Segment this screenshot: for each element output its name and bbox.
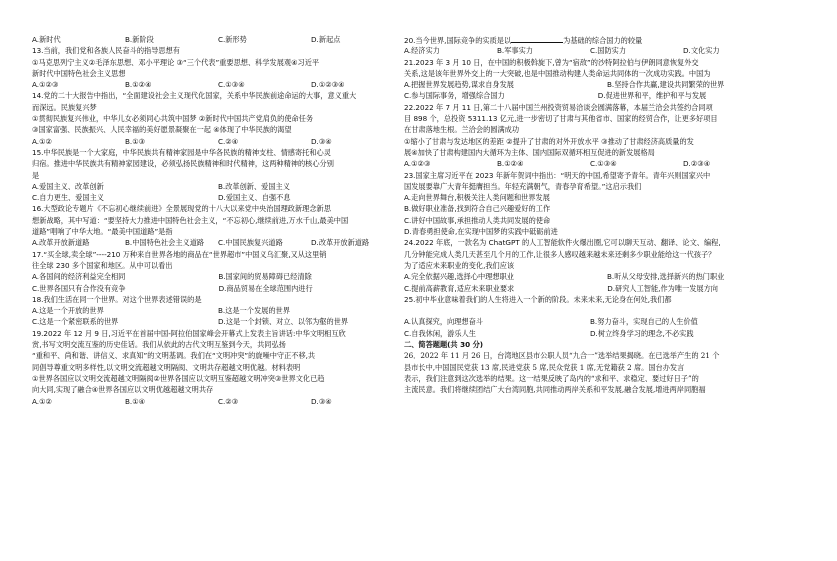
option-text <box>125 305 218 316</box>
question-line: 国发展要靠广大青年挺膺担当。年轻充满朝气，青春孕育希望。”这启示我们 <box>404 181 642 191</box>
option-text <box>125 271 218 282</box>
question-line: 15.中华民族是一个大家庭，中华民族共有精神家园是中华各民族的精神支柱、情感寄托和心灵 <box>32 147 331 157</box>
option-row <box>404 79 776 90</box>
option-text: A.①② <box>32 136 52 146</box>
option-text: C.①③④ <box>218 80 245 90</box>
option-row <box>404 271 776 282</box>
option-text: C.参与国际事务，增强综合国力 <box>404 91 505 101</box>
option-text <box>736 215 829 226</box>
option-row <box>404 158 776 169</box>
option-text <box>514 79 607 90</box>
option-text: B.做好职业准备,找到符合自己兴趣爱好的工作 <box>404 204 551 214</box>
section-heading: 二、简答题题(共 30 分) <box>404 340 484 350</box>
option-text: C.②④ <box>218 136 239 146</box>
option-text <box>311 305 404 316</box>
option-text <box>698 316 791 327</box>
option-row <box>32 283 404 294</box>
option-text: D.①②③④ <box>311 80 345 90</box>
option-text <box>125 316 218 327</box>
option-text <box>706 90 799 101</box>
option-text: D.改革开放新道路 <box>311 238 370 248</box>
option-text: C.这是一个紧密联系的世界 <box>32 317 119 327</box>
option-text <box>550 192 643 203</box>
option-text <box>125 192 218 203</box>
option-row <box>404 316 776 327</box>
option-row <box>32 271 404 282</box>
option-row <box>32 79 404 90</box>
option-row <box>32 34 404 45</box>
option-text: C.世界各国只有合作没有竞争 <box>32 283 126 293</box>
option-text: D.树立终身学习的理念,不必实践 <box>590 328 694 338</box>
option-text: A.①②③ <box>404 159 431 169</box>
option-text: B.国家间的贸易障碍已经清除 <box>218 272 312 282</box>
option-text <box>311 181 404 192</box>
option-text <box>514 271 607 282</box>
option-text <box>643 192 736 203</box>
question-line: 19.2022 年 12 月 9 日,习近平在首届中国-阿拉伯国家峰会开幕式上发表主旨讲话:中华文明相互欣 <box>32 328 346 338</box>
option-row <box>32 305 404 316</box>
option-text <box>550 203 643 214</box>
option-text: C.自我休闲，游乐人生 <box>404 328 476 338</box>
option-text <box>643 215 736 226</box>
question-line: 20.当今世界,国际竞争的实质是以 为基础的综合国力的较量 <box>404 36 643 45</box>
option-text: D.研究人工智能,作为唯一发展方向 <box>607 283 718 293</box>
question-line: 往全球 230 多个国家和地区。从中可以看出 <box>32 260 173 270</box>
question-line: 18.我们生活在同一个世界。对这个世界表述错误的是 <box>32 294 202 304</box>
option-text: B.这是一个发展的世界 <box>218 306 290 316</box>
option-text: C.国防实力 <box>590 46 627 56</box>
option-text: B.努力奋斗，实现自己的人生价值 <box>590 317 698 327</box>
option-text: B.新阶段 <box>125 35 154 44</box>
option-text <box>514 283 607 294</box>
question-line: 是 <box>32 170 40 180</box>
option-text <box>651 226 744 237</box>
option-text: C.②③ <box>218 396 239 406</box>
option-text: D.新起点 <box>311 35 341 44</box>
option-text <box>125 181 218 192</box>
left-column <box>32 34 404 407</box>
answer-gap <box>404 305 776 316</box>
option-text: A.走向世界舞台,积极关注人类问题和世界发展 <box>404 193 550 203</box>
question-line: 16.大型政论专题片《不忘初心继续前进》全景展现党的十八大以来党中央治国理政新理念新思 <box>32 204 331 214</box>
question-line: 23.国家主席习近平在 2023 年新年贺词中指出：“明天的中国,希望寄予青年。青年兴则国家兴中 <box>404 170 711 180</box>
question-line: 在甘肃落地生根。兰洽会的圆满成功 <box>404 125 520 135</box>
question-line: ③国家富强、民族振兴、人民幸福的美好愿景凝聚在一起 ④体现了中华民族的渴望 <box>32 125 292 135</box>
question-line: 几分钟能完成人类几天甚至几个月的工作,让很多人感叹越来越未来还剩多少职业能给这一代孩子？ <box>404 249 716 259</box>
option-row <box>404 192 776 203</box>
option-text: C.提前高薪教育,适应未来职业要求 <box>404 283 515 293</box>
question-line: 为了适应未来职业的变化,我们应该 <box>404 260 515 270</box>
option-row <box>32 181 404 192</box>
option-text: D.爱国主义、自强不息 <box>218 193 291 203</box>
option-text: A.完全依据兴趣,选择心中理想职业 <box>404 272 514 282</box>
option-text: D.文化实力 <box>683 46 720 56</box>
option-text: A.把握世界发展趋势,谋求自身发展 <box>404 80 514 90</box>
option-text: D.③④ <box>311 396 332 406</box>
material-line: 26．2022 年 11 月 26 日，台湾地区县市公职人员“九合一”选举结果揭晓。在已选举产生的 21 个 <box>404 351 720 361</box>
option-row <box>404 328 776 339</box>
option-text: B.军事实力 <box>497 46 533 56</box>
option-text: C.①③④ <box>590 159 617 169</box>
option-text: B.坚持合作共赢,建设共同繁荣的世界 <box>607 80 725 90</box>
option-text: D.促进世界和平，维护和平与发展 <box>597 91 707 101</box>
option-text: D.②③④ <box>683 159 711 169</box>
option-text: A.新时代 <box>32 35 61 44</box>
option-text <box>550 215 643 226</box>
option-text <box>311 192 404 203</box>
question-line: “重和平、尚和谐、讲信义、求真知”的文明基调。我们在“文明冲突”的旋噪中守正不移,共 <box>32 351 316 361</box>
option-row <box>404 90 776 101</box>
question-line: 归宿。推进中华民族共有精神家园建设，必须弘扬民族精神和时代精神，这两种精神的核心分别 <box>32 159 334 169</box>
option-text: A.①②③ <box>32 80 59 90</box>
option-text: D.青春勇担使命,在实现中国梦的实践中砥砺前进 <box>404 227 558 237</box>
option-row <box>404 226 776 237</box>
right-column <box>404 34 776 396</box>
option-text <box>694 328 787 339</box>
option-row <box>32 237 404 248</box>
question-line: 17.“买全球,卖全球”----210 万种来自世界各地的商品在“世界超市”中国义乌汇聚,又从这里销 <box>32 249 327 259</box>
option-row <box>404 45 776 56</box>
option-text: D.商品贸易在全球范围内进行 <box>218 283 313 293</box>
option-text <box>736 192 829 203</box>
question-line: 展④加快了甘肃构建国内大循环为主体、国内国际双循环相互促进的新发展格局 <box>404 147 655 157</box>
option-row <box>32 136 404 147</box>
option-text: B.中国特色社会主义道路 <box>125 238 205 248</box>
option-text: D.③④ <box>311 136 332 146</box>
option-text <box>312 271 405 282</box>
option-row <box>404 215 776 226</box>
question-line: 道路”唱响了中华大地。“最美中国道路”是指 <box>32 227 173 237</box>
question-line: 目 898 个，总投资 5311.13 亿元,进一步密切了甘肃与其他省市、国家的经贸合作，让更多好项目 <box>404 114 718 124</box>
question-line: 14.党的二十大报告中指出，“全面建设社会主义现代化国家，关系中华民族前途命运的大事，意义重大 <box>32 91 357 101</box>
question-line: 22.2022 年 7 月 11 日,第二十八届中国兰州投资贸易洽谈会圆满落幕，本届兰洽会共签约合同项 <box>404 102 713 112</box>
option-row <box>404 203 776 214</box>
option-text <box>558 226 651 237</box>
option-text <box>497 328 590 339</box>
question-line: 而深远。民族复兴梦 <box>32 102 97 112</box>
question-line: 新时代中国特色社会主义思想 <box>32 68 126 78</box>
option-text: B.①③ <box>125 136 146 146</box>
option-text: C.中国民族复兴道路 <box>218 238 283 248</box>
question-line: 关系,这是该年世界外交上的一大突破,也是中国推动构建人类命运共同体的一次成功实践。中国为 <box>404 68 711 78</box>
question-line: ①缩小了甘肃与发达地区的差距 ②提升了甘肃的对外开放水平 ③推动了甘肃经济高质量的发 <box>404 136 694 146</box>
option-text: C.讲好中国故事,承担推动人类共同发展的使命 <box>404 215 551 225</box>
question-line: 想新战略，其中写道：“要坚持大力推进中国特色社会主义，“不忘初心,继续前进,万水千山,最美中国 <box>32 215 349 225</box>
option-text: C.新形势 <box>218 35 247 44</box>
option-text <box>724 271 817 282</box>
material-line: 表示，我们注意到这次选举的结果。这一结果反映了岛内的“求和平、求稳定、要过好日子”的 <box>404 373 699 383</box>
material-line: 主流民意。我们将继续团结广大台湾同胞,共同推动两岸关系和平发展,融合发展,增进两岸同胞福 <box>404 385 706 395</box>
option-row <box>32 192 404 203</box>
question-line: ①贯彻民族复兴伟业，中华儿女必须同心共筑中国梦 ②新时代中国共产党肩负的使命任务 <box>32 114 314 124</box>
option-text: B.①②④ <box>497 159 524 169</box>
option-text: A.①② <box>32 396 52 406</box>
option-row <box>404 283 776 294</box>
option-text <box>497 316 590 327</box>
question-line: 13.当前，我们党和各族人民奋斗的指导思想有 <box>32 46 180 56</box>
option-text: B.听从父母安排,选择新兴的热门职业 <box>607 272 725 282</box>
option-text: A.认真探究，向理想奋斗 <box>404 317 483 327</box>
option-text: C.自力更生、爱国主义 <box>32 193 104 203</box>
question-line: 赏,书写文明交流互鉴的历史佳话。我们从依此的古代文明互鉴到今天，共同弘扬 <box>32 340 286 350</box>
option-text: A.这是一个开放的世界 <box>32 306 104 316</box>
option-text <box>724 79 817 90</box>
question-line: 向大同,实现了融合④世界各国应以文明优越超越文明共存 <box>32 385 214 395</box>
option-text: A.经济实力 <box>404 46 440 56</box>
option-text <box>313 283 406 294</box>
option-text: D.这是一个封锁、对立、以邻为壑的世界 <box>218 317 349 327</box>
option-text: B.①②④ <box>125 80 152 90</box>
option-text <box>718 283 811 294</box>
option-row <box>32 396 404 407</box>
option-text <box>126 283 219 294</box>
question-line: 25.初中毕业意味着我们的人生将进入一个新的阶段。未来未来,无论身在何处,我们都 <box>404 294 672 304</box>
material-line: 县市长中,中国国民党获 13 席,民进党获 5 席,民众党获 1 席,无党籍获 2 席。国台办发言 <box>404 362 685 372</box>
question-line: 24.2022 年底，一款名为 ChatGPT 的人工智能软件火爆出圈,它可以聊天互动、翻译、论文、编程, <box>404 238 721 248</box>
option-text <box>744 226 837 237</box>
option-row <box>32 316 404 327</box>
option-text <box>643 203 736 214</box>
option-text: A.各国间的经济利益完全相同 <box>32 272 126 282</box>
option-text: A.爱国主义、改革创新 <box>32 181 104 191</box>
question-line: ①世界各国应以文明交流超越文明隔阂②世界各国应以文明互鉴超越文明冲突③世界文化已趋 <box>32 373 325 383</box>
question-line: 同倡导尊重文明多样性,以文明交流超越文明隔阂、文明共存超越文明优越。材料表明 <box>32 362 301 372</box>
question-line: ①马克思列宁主义②毛泽东思想、邓小平理论 ③“三个代表”重要思想、科学发展观④习近平 <box>32 57 320 67</box>
answer-blank <box>511 34 563 43</box>
question-line: 21.2023 年 3 月 10 日，在中国的积极斡旋下,曾为“宿敌”的沙特阿拉伯与伊朗同意恢复外交 <box>404 57 699 67</box>
option-text <box>736 203 829 214</box>
option-text: B.改革创新、爱国主义 <box>218 181 290 191</box>
option-text <box>505 90 598 101</box>
option-text: A.改革开放新道路 <box>32 238 90 248</box>
option-text: B.①④ <box>125 396 146 406</box>
